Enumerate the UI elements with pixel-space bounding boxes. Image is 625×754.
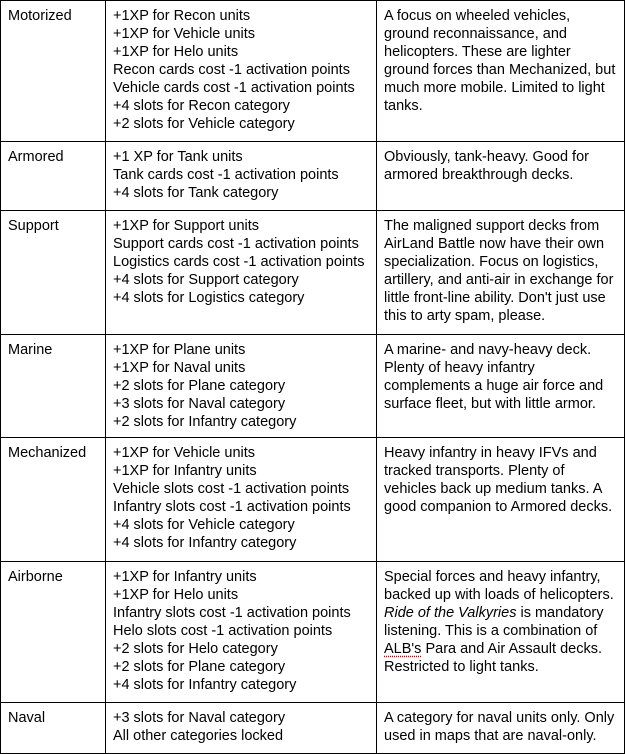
bonuses-cell [106,142,377,211]
deck-name: Motorized [8,8,72,24]
table-row [1,142,625,211]
deck-description [384,568,618,676]
bonus-line: +4 slots for Tank category [113,185,279,201]
table-row [1,562,625,703]
bonus-line: +4 slots for Recon category [113,98,290,114]
table-row [1,438,625,562]
description-cell [377,703,625,754]
bonus-line: All other categories locked [113,728,284,744]
bonuses-cell [106,1,377,142]
bonus-line: Vehicle cards cost -1 activation points [113,80,355,96]
bonus-line: +2 slots for Vehicle category [113,116,295,132]
bonus-line: +4 slots for Logistics category [113,290,305,306]
bonus-line: +4 slots for Infantry category [113,535,297,551]
deck-name: Mechanized [8,445,87,461]
deck-name: Airborne [8,569,63,585]
bonus-line: Tank cards cost -1 activation points [113,167,339,183]
deck-description: Obviously, tank-heavy. Good for armored breakthrough decks. [384,149,589,183]
deck-name-cell [1,1,106,142]
bonus-line: +4 slots for Support category [113,272,299,288]
table-row [1,1,625,142]
bonus-line: +1XP for Infantry units [113,569,257,585]
description-text: Para and Air Assault decks. Restricted to light tanks. [384,641,602,675]
description-cell [377,562,625,703]
deck-description: A marine- and navy-heavy deck. Plenty of heavy infantry complements a huge air force and surface fleet, but with little armor. [384,342,604,412]
deck-description: A focus on wheeled vehicles, ground reconnaissance, and helicopters. These are lighter ground forces than Mechanized, but much more mobile. Limited to light tanks. [384,8,616,114]
table-row [1,211,625,335]
bonus-line: +1XP for Infantry units [113,463,257,479]
bonus-line: +3 slots for Naval category [113,710,286,726]
bonus-line: +2 slots for Infantry category [113,414,297,430]
bonuses-cell [106,703,377,754]
deck-name-cell [1,211,106,335]
bonus-line: +1XP for Vehicle units [113,445,256,461]
description-text: Special forces and heavy infantry, backed up with loads of helicopters. [384,569,614,603]
deck-name: Naval [8,710,46,726]
bonus-line: +3 slots for Naval category [113,396,286,412]
deck-name: Marine [8,342,53,358]
deck-name-cell [1,142,106,211]
bonus-line: Infantry slots cost -1 activation points [113,605,351,621]
bonus-line: +1XP for Vehicle units [113,26,256,42]
table-row [1,335,625,438]
bonus-line: +1XP for Naval units [113,360,246,376]
description-cell [377,211,625,335]
bonus-line: +1 XP for Tank units [113,149,243,165]
description-cell [377,438,625,562]
deck-name-cell [1,562,106,703]
bonus-line: +1XP for Recon units [113,8,251,24]
bonus-line: +1XP for Helo units [113,587,239,603]
bonus-line: +1XP for Helo units [113,44,239,60]
deck-name: Armored [8,149,64,165]
bonuses-cell [106,335,377,438]
deck-description: Heavy infantry in heavy IFVs and tracked transports. Plenty of vehicles back up medium tanks. A good companion to Armored decks. [384,445,613,515]
bonus-line: +4 slots for Vehicle category [113,517,295,533]
description-cell [377,1,625,142]
bonus-line: +1XP for Plane units [113,342,246,358]
bonus-line: +2 slots for Plane category [113,659,286,675]
deck-description: A category for naval units only. Only used in maps that are naval-only. [384,710,615,744]
bonuses-cell [106,438,377,562]
bonus-line: +2 slots for Helo category [113,641,278,657]
bonus-line: Infantry slots cost -1 activation points [113,499,351,515]
bonus-line: Logistics cards cost -1 activation points [113,254,365,270]
deck-name-cell [1,438,106,562]
bonus-line: Helo slots cost -1 activation points [113,623,333,639]
bonuses-cell [106,211,377,335]
deck-description: The maligned support decks from AirLand Battle now have their own specialization. Focus on logistics, artillery, and anti-air in exchange for little front-line ability. Don't just use this to arty spam, please. [384,218,614,324]
bonus-line: Support cards cost -1 activation points [113,236,359,252]
deck-name-cell [1,335,106,438]
table-row [1,703,625,754]
bonus-line: Recon cards cost -1 activation points [113,62,350,78]
song-title: Ride of the Valkyries [384,605,517,621]
bonus-line: +4 slots for Infantry category [113,677,297,693]
bonus-line: Vehicle slots cost -1 activation points [113,481,350,497]
description-cell [377,335,625,438]
deck-name-cell [1,703,106,754]
bonus-line: +2 slots for Plane category [113,378,286,394]
description-text: is mandatory listening. This is a combination of [384,605,604,639]
bonuses-cell [106,562,377,703]
bonus-line: +1XP for Support units [113,218,260,234]
deck-name: Support [8,218,59,234]
spellcheck-flagged-word[interactable]: ALB's [384,641,422,657]
description-cell [377,142,625,211]
